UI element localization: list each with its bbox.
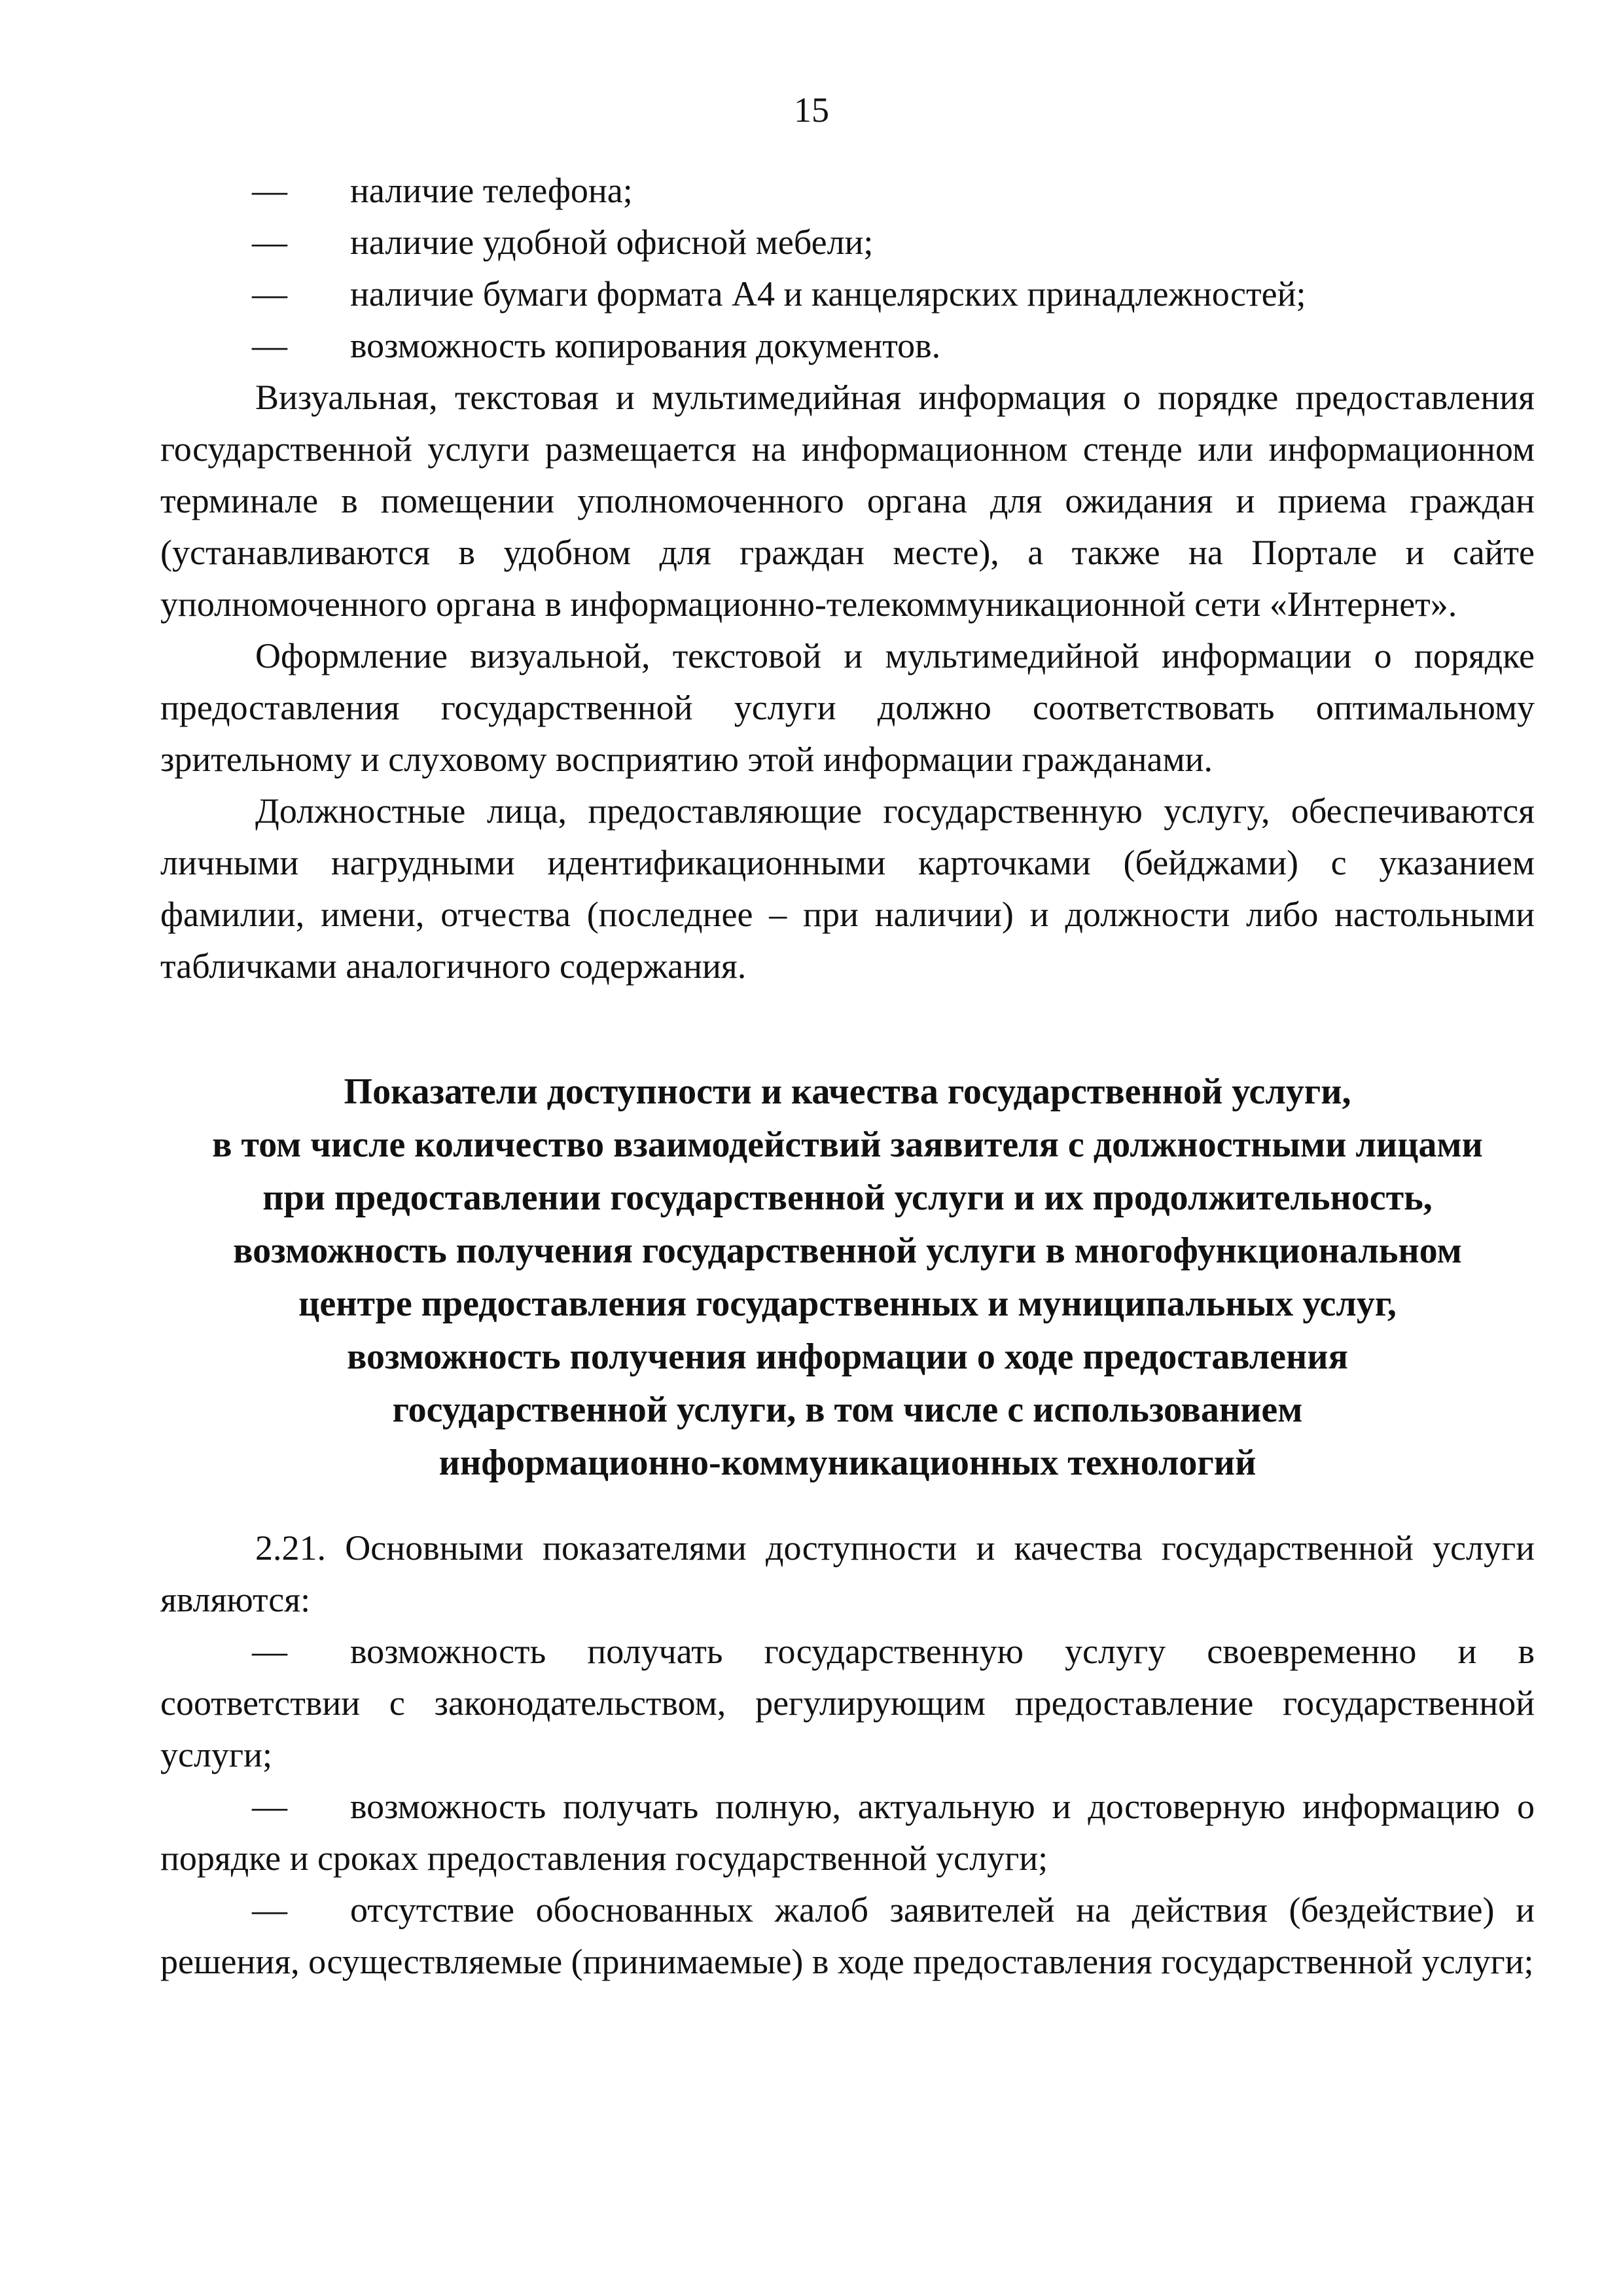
list-item-text: наличие удобной офисной мебели; — [350, 223, 874, 262]
paragraph-visual-info: Визуальная, текстовая и мультимедийная информация о порядке предоставления государственной услуги размещается на информационном стенде или информационном терминале в помещении уполномоченного органа для ожидания и приема граждан (устанавливаются в удобном для граждан месте), а также на Портале и сайте уполномоченного органа в информационно-телекоммуникационной сети «Интернет». — [160, 378, 1535, 624]
dash-marker: — — [252, 171, 287, 210]
dash-marker: — — [252, 1787, 287, 1826]
dash-marker: — — [252, 274, 287, 314]
list-item — [160, 217, 1535, 268]
heading-line: государственной услуги, в том числе с использованием — [392, 1390, 1303, 1430]
clause-list-item — [160, 1626, 1535, 1781]
list-item — [160, 165, 1535, 217]
clause-list-item — [160, 1781, 1535, 1884]
list-item-text: наличие телефона; — [350, 171, 633, 210]
dash-marker: — — [252, 223, 287, 262]
top-list — [160, 165, 1535, 372]
section-heading — [160, 1066, 1535, 1490]
heading-line: возможность получения информации о ходе предоставления — [347, 1336, 1348, 1377]
dash-marker: — — [252, 326, 287, 365]
page-number: 15 — [794, 90, 829, 130]
heading-line: Показатели доступности и качества государственной услуги, — [344, 1071, 1351, 1112]
heading-line: в том числе количество взаимодействий заявителя с должностными лицами — [212, 1124, 1483, 1165]
list-item — [160, 320, 1535, 372]
heading-line: возможность получения государственной услуги в многофункциональном — [233, 1230, 1462, 1271]
list-item-text: возможность копирования документов. — [350, 326, 941, 365]
paragraph-officials: Должностные лица, предоставляющие государственную услугу, обеспечиваются личными нагрудными идентификационными карточками (бейджами) с указанием фамилии, имени, отчества (последнее – при наличии) и должности либо настольными табличками аналогичного содержания. — [160, 791, 1535, 986]
dash-marker: — — [252, 1632, 287, 1671]
clause-list-item — [160, 1884, 1535, 1988]
clause-item-text: отсутствие обоснованных жалоб заявителей на действия (бездействие) и решения, осуществляемые (принимаемые) в ходе предоставления государственной услуги; — [160, 1890, 1535, 1981]
clause-2-21-intro: 2.21. Основными показателями доступности и качества государственной услуги являются: — [160, 1528, 1535, 1619]
list-item — [160, 268, 1535, 320]
clause-item-text: возможность получать полную, актуальную и достоверную информацию о порядке и сроках предоставления государственной услуги; — [160, 1787, 1535, 1878]
dash-marker: — — [252, 1890, 287, 1929]
document-body — [160, 165, 1535, 1988]
clause-item-text: возможность получать государственную услугу своевременно и в соответствии с законодательством, регулирующим предоставление государственной услуги; — [160, 1632, 1535, 1774]
heading-line: центре предоставления государственных и муниципальных услуг, — [298, 1283, 1397, 1324]
list-item-text: наличие бумаги формата А4 и канцелярских принадлежностей; — [350, 274, 1306, 314]
heading-line: информационно-коммуникационных технологий — [438, 1443, 1257, 1483]
paragraph-design: Оформление визуальной, текстовой и мультимедийной информации о порядке предоставления государственной услуги должно соответствовать оптимальному зрительному и слуховому восприятию этой информации гражданами. — [160, 636, 1535, 779]
heading-line: при предоставлении государственной услуги и их продолжительность, — [262, 1177, 1433, 1218]
